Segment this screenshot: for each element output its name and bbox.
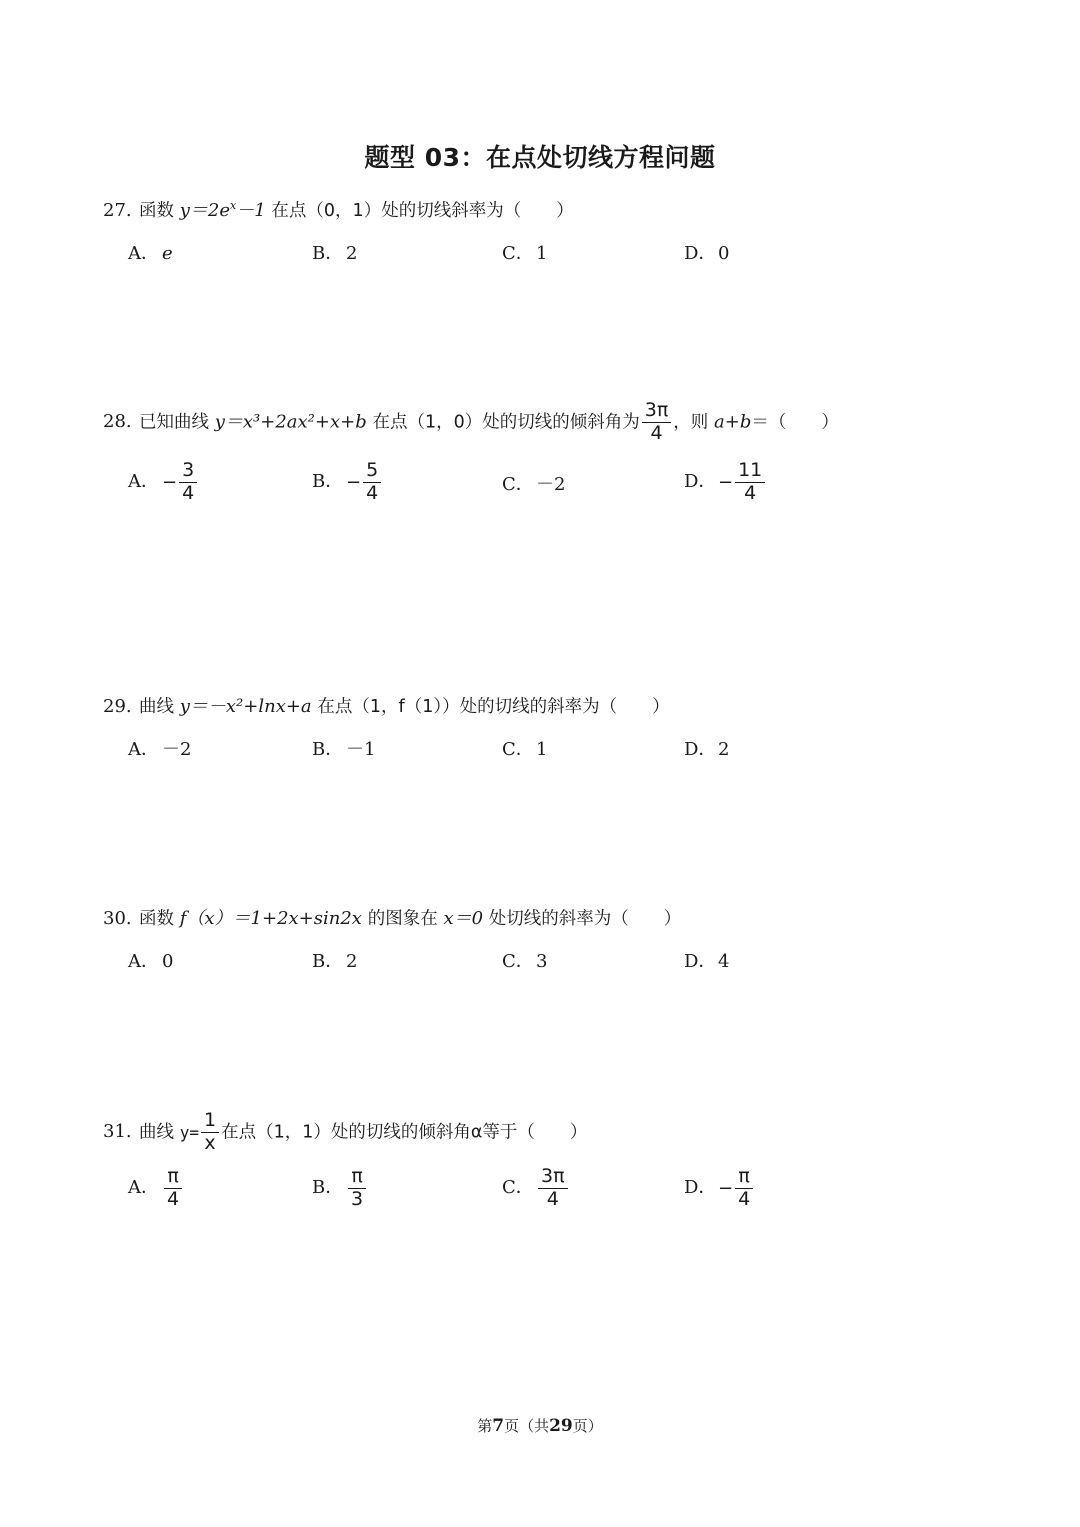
question-number: 28. [103, 411, 132, 433]
option-a[interactable]: A． − $\frac{3}{4}$ [128, 460, 199, 505]
fraction: $\frac{3\pi}{4}$ [642, 400, 672, 445]
option-a[interactable]: A． 0 [128, 951, 174, 972]
fraction: $\frac{1}{x}$ [201, 1110, 219, 1155]
option-d[interactable]: D．− $\frac{\pi}{4}$ [684, 1166, 755, 1211]
question-31: 31. 曲线 y= $\frac{1}{x}$ 在点（1，1）处的切线的倾斜角α等于（ ） [103, 1109, 588, 1154]
option-b[interactable]: B． 2 [312, 243, 358, 264]
page-footer: 第7页（共29页） [477, 1416, 603, 1436]
option-d[interactable]: D．2 [684, 739, 730, 760]
option-b[interactable]: B． －1 [312, 739, 376, 760]
question-number: 27. [103, 200, 132, 221]
option-b[interactable]: B． − $\frac{5}{4}$ [312, 460, 383, 505]
question-30: 30. 函数 f（x）＝1+2x+sin2x 的图象在 x＝0 处切线的斜率为（ ） [103, 908, 682, 929]
option-d[interactable]: D．0 [684, 243, 730, 264]
question-number: 29. [103, 696, 132, 717]
page-total: 29 [549, 1416, 573, 1436]
option-d[interactable]: D．− $\frac{11}{4}$ [684, 460, 767, 505]
option-a[interactable]: A． －2 [128, 739, 192, 760]
question-29: 29. 曲线 y＝－x²+lnx+a 在点（1，f（1））处的切线的斜率为（ ） [103, 696, 670, 717]
formula: y＝－x²+lnx+a [179, 696, 312, 717]
question-27: 27. 函数 $y=2e^x-1$ 在点（0，1）处的切线斜率为（ ） [103, 199, 574, 221]
question-number: 30. [103, 908, 132, 929]
option-b[interactable]: B． $\frac{\pi}{3}$ [312, 1166, 368, 1211]
option-c[interactable]: C． $\frac{3\pi}{4}$ [502, 1166, 570, 1211]
question-28: 28. 已知曲线 y＝x³+2ax²+x+b 在点（1，0）处的切线的倾斜角为 $\frac{3\pi}{4}$ ，则 a+b＝（ ） [103, 399, 839, 444]
option-c[interactable]: C． 1 [502, 243, 548, 264]
option-a[interactable]: A． e [128, 243, 173, 264]
page-number: 7 [492, 1416, 505, 1436]
formula: y＝x³+2ax²+x+b [214, 411, 367, 433]
page-title: 题型 03：在点处切线方程问题 [364, 143, 716, 172]
question-number: 31. [103, 1121, 132, 1143]
option-b[interactable]: B． 2 [312, 951, 358, 972]
formula: $y=2e^x-1$ [179, 199, 266, 221]
option-c[interactable]: C． －2 [502, 474, 566, 495]
option-a[interactable]: A． $\frac{\pi}{4}$ [128, 1166, 184, 1211]
option-c[interactable]: C． 3 [502, 951, 548, 972]
formula: f（x）＝1+2x+sin2x [179, 908, 362, 929]
option-c[interactable]: C． 1 [502, 739, 548, 760]
option-d[interactable]: D．4 [684, 951, 730, 972]
